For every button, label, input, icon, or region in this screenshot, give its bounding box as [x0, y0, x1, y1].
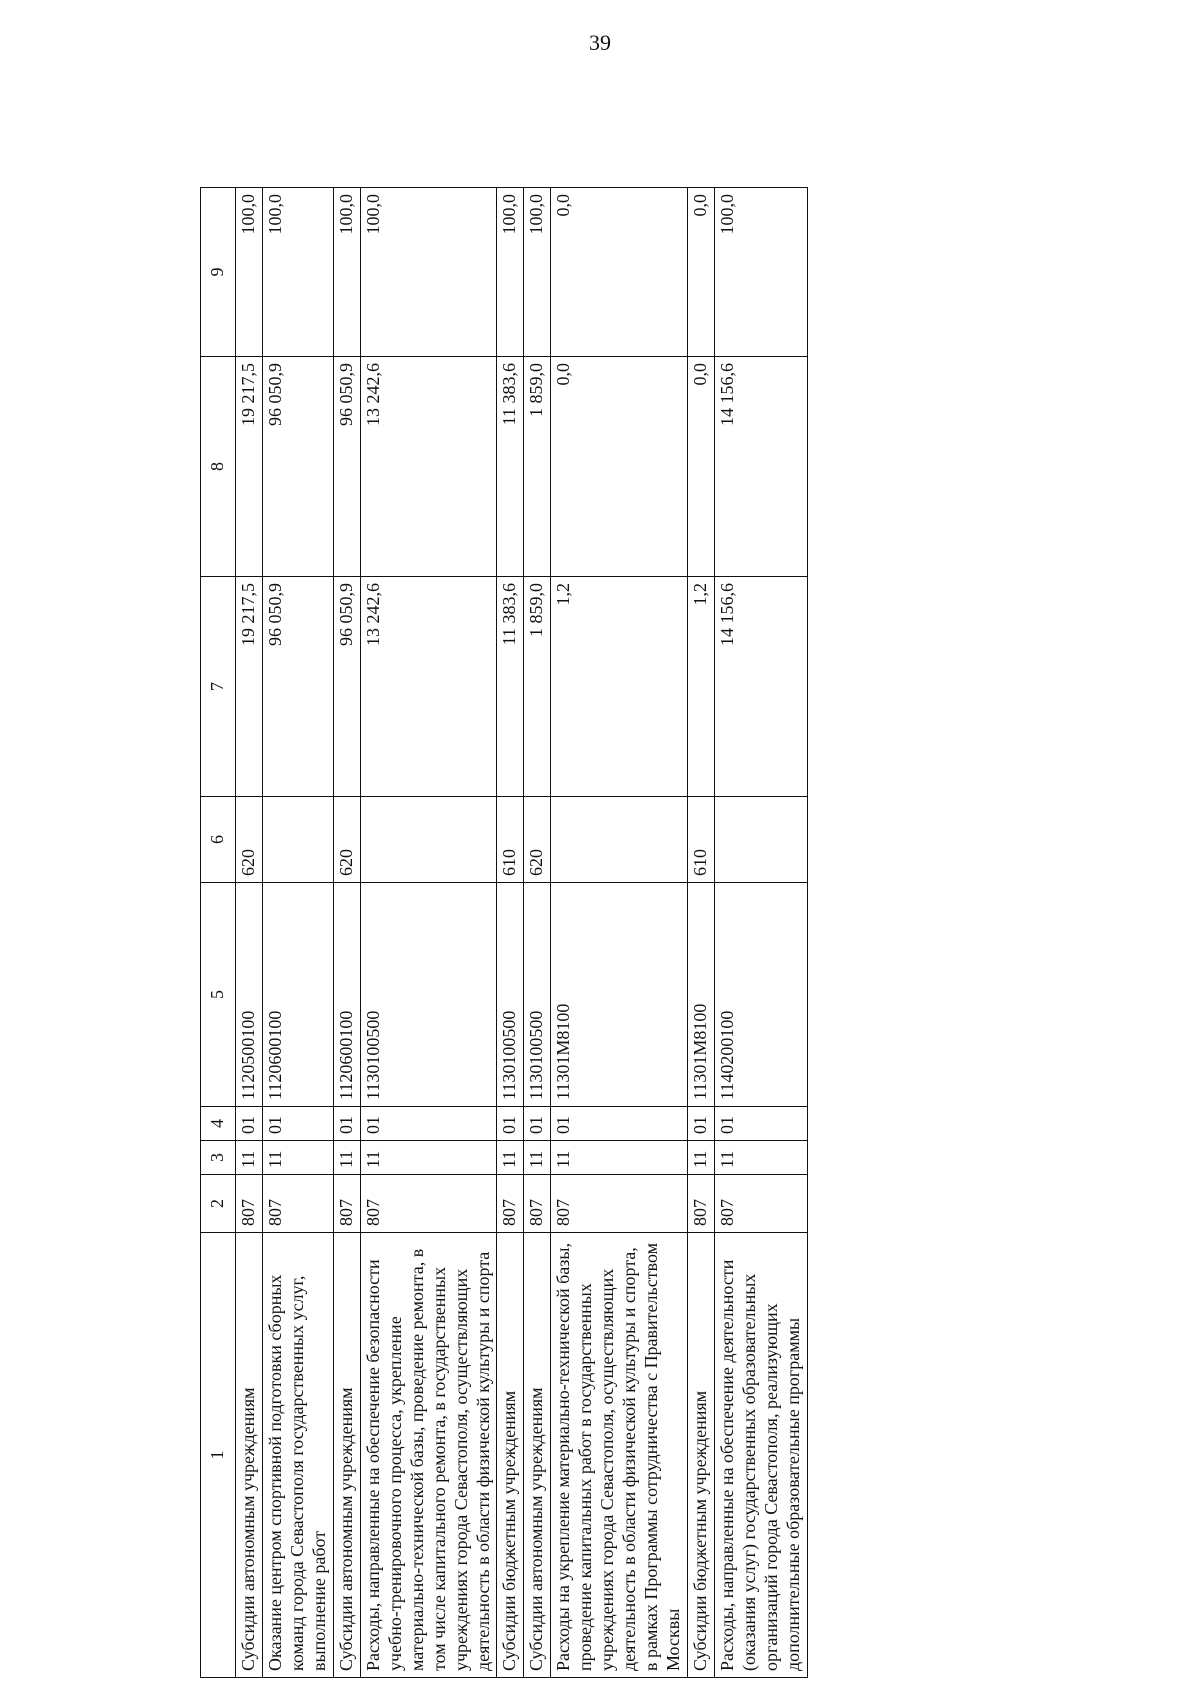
amount-cell: 13 242,6	[360, 357, 497, 577]
code-cell	[360, 797, 497, 883]
code-cell: 11	[497, 1141, 524, 1175]
code-cell: 807	[262, 1175, 333, 1233]
code-cell: 11	[715, 1141, 808, 1175]
code-cell: 11301M8100	[688, 883, 715, 1107]
code-cell: 1130100500	[524, 883, 551, 1107]
table-row	[715, 188, 808, 1678]
amount-cell: 1,2	[551, 577, 688, 797]
amount-cell: 1 859,0	[524, 577, 551, 797]
amount-cell: 13 242,6	[360, 577, 497, 797]
column-header: 4	[201, 1107, 236, 1141]
amount-cell: 1,2	[688, 577, 715, 797]
amount-cell: 0,0	[551, 357, 688, 577]
table-row	[236, 188, 263, 1678]
amount-cell: 14 156,6	[715, 577, 808, 797]
code-cell: 11	[551, 1141, 688, 1175]
code-cell: 620	[333, 797, 360, 883]
table-row	[360, 188, 497, 1678]
table-row	[262, 188, 333, 1678]
amount-cell: 19 217,5	[236, 577, 263, 797]
code-cell: 807	[236, 1175, 263, 1233]
code-cell: 01	[236, 1107, 263, 1141]
code-cell: 807	[688, 1175, 715, 1233]
expense-name-cell: Субсидии бюджетным учреждениям	[497, 1233, 524, 1678]
percent-cell: 100,0	[262, 188, 333, 357]
table-row	[333, 188, 360, 1678]
code-cell	[262, 797, 333, 883]
expense-name-cell: Оказание центром спортивной подготовки сборных команд города Севастополя государственных услуг, выполнение работ	[262, 1233, 333, 1678]
table-row	[551, 188, 688, 1678]
column-header: 1	[201, 1233, 236, 1678]
code-cell: 01	[688, 1107, 715, 1141]
column-header: 7	[201, 577, 236, 797]
page-number: 39	[589, 30, 611, 55]
percent-cell: 100,0	[236, 188, 263, 357]
percent-cell: 100,0	[524, 188, 551, 357]
expense-name-cell: Расходы на укрепление материально-технической базы, проведение капитальных работ в государственных учреждениях города Севастополя, осуществляющих деятельность в области физической культуры и спорта, в рамках Программы сотрудничества с Правительством Москвы	[551, 1233, 688, 1678]
budget-table	[200, 187, 808, 1678]
amount-cell: 96 050,9	[333, 357, 360, 577]
code-cell: 620	[236, 797, 263, 883]
code-cell: 1120600100	[262, 883, 333, 1107]
column-header: 2	[201, 1175, 236, 1233]
code-cell: 01	[524, 1107, 551, 1141]
code-cell: 11	[524, 1141, 551, 1175]
code-cell: 807	[497, 1175, 524, 1233]
code-cell: 11	[360, 1141, 497, 1175]
code-cell: 11	[333, 1141, 360, 1175]
code-cell: 620	[524, 797, 551, 883]
table-row	[688, 188, 715, 1678]
code-cell: 610	[688, 797, 715, 883]
code-cell: 11	[262, 1141, 333, 1175]
expense-name-cell: Расходы, направленные на обеспечение деятельности (оказания услуг) государственных образовательных организаций города Севастополя, реализующих дополнительные образовательные программы	[715, 1233, 808, 1678]
code-cell: 1140200100	[715, 883, 808, 1107]
code-cell: 01	[497, 1107, 524, 1141]
code-cell: 11	[236, 1141, 263, 1175]
code-cell: 01	[551, 1107, 688, 1141]
column-header: 6	[201, 797, 236, 883]
amount-cell: 11 383,6	[497, 357, 524, 577]
expense-name-cell: Субсидии автономным учреждениям	[236, 1233, 263, 1678]
table-row	[524, 188, 551, 1678]
code-cell: 01	[360, 1107, 497, 1141]
expense-name-cell: Субсидии автономным учреждениям	[524, 1233, 551, 1678]
amount-cell: 96 050,9	[262, 357, 333, 577]
expense-name-cell: Субсидии бюджетным учреждениям	[688, 1233, 715, 1678]
expense-name-cell: Субсидии автономным учреждениям	[333, 1233, 360, 1678]
code-cell: 807	[715, 1175, 808, 1233]
code-cell: 1130100500	[497, 883, 524, 1107]
percent-cell: 100,0	[497, 188, 524, 357]
code-cell: 01	[333, 1107, 360, 1141]
amount-cell: 1 859,0	[524, 357, 551, 577]
code-cell: 807	[551, 1175, 688, 1233]
code-cell: 807	[333, 1175, 360, 1233]
code-cell: 01	[715, 1107, 808, 1141]
rotated-table-wrapper	[200, 188, 1060, 1678]
code-cell: 11301M8100	[551, 883, 688, 1107]
code-cell: 1120500100	[236, 883, 263, 1107]
amount-cell: 96 050,9	[333, 577, 360, 797]
amount-cell: 19 217,5	[236, 357, 263, 577]
code-cell: 807	[524, 1175, 551, 1233]
header-row	[201, 188, 236, 1678]
column-header: 8	[201, 357, 236, 577]
code-cell	[715, 797, 808, 883]
percent-cell: 100,0	[333, 188, 360, 357]
amount-cell: 0,0	[688, 357, 715, 577]
percent-cell: 100,0	[715, 188, 808, 357]
code-cell: 11	[688, 1141, 715, 1175]
expense-name-cell: Расходы, направленные на обеспечение безопасности учебно-тренировочного процесса, укрепление материально-технической базы, проведение ремонта, в том числе капитального ремонта, в государственных учреждениях города Севастополя, осуществляющих деятельность в области физической культуры и спорта	[360, 1233, 497, 1678]
percent-cell: 0,0	[688, 188, 715, 357]
column-header: 5	[201, 883, 236, 1107]
table-row	[497, 188, 524, 1678]
code-cell: 610	[497, 797, 524, 883]
code-cell	[551, 797, 688, 883]
code-cell: 01	[262, 1107, 333, 1141]
code-cell: 1130100500	[360, 883, 497, 1107]
column-header: 9	[201, 188, 236, 357]
amount-cell: 11 383,6	[497, 577, 524, 797]
amount-cell: 96 050,9	[262, 577, 333, 797]
column-header: 3	[201, 1141, 236, 1175]
percent-cell: 100,0	[360, 188, 497, 357]
percent-cell: 0,0	[551, 188, 688, 357]
code-cell: 1120600100	[333, 883, 360, 1107]
amount-cell: 14 156,6	[715, 357, 808, 577]
code-cell: 807	[360, 1175, 497, 1233]
